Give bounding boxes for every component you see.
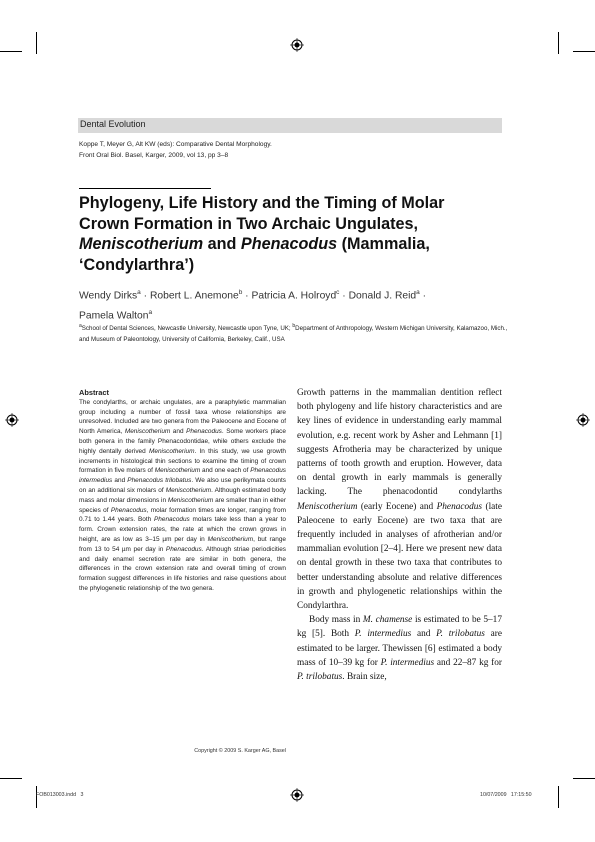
crop-mark	[573, 51, 595, 52]
abstract-run: molars take less than a year to form. Crown extension rates, the rate at which the crown grows in height, are as low as 3–15 µm per day in	[79, 516, 286, 543]
title-genus: Meniscotherium	[79, 235, 204, 253]
crop-mark	[558, 32, 559, 54]
author-name: Wendy Dirks	[79, 290, 138, 302]
body-italic: P. intermedius	[380, 657, 435, 668]
author-name: Pamela Walton	[79, 310, 149, 322]
title-line: ‘Condylarthra’)	[79, 255, 195, 274]
abstract-run: . In this study, we use growth increments in histological thin sections to examine the timing of crown formation in five molars of	[79, 447, 286, 475]
body-paragraph	[297, 613, 502, 684]
abstract	[79, 388, 286, 594]
abstract-run: and one each of	[200, 467, 251, 475]
crop-mark	[558, 786, 559, 808]
body-run: (late Paleocene to early Eocene) are two taxa that are frequently included in analyses of afrotherian and/or mammalian evolution [2–4]. Here we present new data on dental growth in these two taxa that contributes to better understanding absolute and relative differences in growth and phylogenetic relationships within the Condylarthra.	[297, 501, 502, 612]
title-line	[79, 234, 509, 255]
affiliation-mark: a	[79, 323, 82, 329]
abstract-run: , but range from 13 to 54 µm per day in	[79, 535, 286, 553]
footer-timestamp: 10/07/2009 17:15:50	[480, 792, 532, 798]
body-text	[297, 386, 502, 684]
body-run: Growth patterns in the mammalian dentition reflect both phylogeny and life history characteristics and are key lines of evidence in understanding early mammal evolution, e.g. recent work by Asher and Lehmann [1] suggests Afrotheria may be characterized by unique patterns of tooth growth and eruption. However, data on dental growth in early mammals is generally lacking. The phenacodontid condylarths	[297, 388, 502, 498]
title-genus: Phenacodus	[240, 235, 338, 253]
copyright-notice: Copyright © 2009 S. Karger AG, Basel	[194, 748, 286, 754]
title-rule	[79, 188, 211, 189]
abstract-run: The condylarths, or archaic ungulates, are a paraphyletic mammalian group including a number of fossil taxa whose relationships are unresolved. Included are two genera from the Paleocene and Eocene of North America,	[79, 398, 286, 436]
affiliation-mark: b	[292, 323, 296, 329]
abstract-italic: Phenacodus	[165, 545, 202, 553]
registration-mark-icon	[290, 788, 304, 802]
abstract-run: and	[170, 428, 187, 436]
abstract-run: are smaller than in either species of	[79, 496, 286, 514]
citation	[79, 139, 509, 161]
crop-mark	[0, 51, 22, 52]
affiliation-text: School of Dental Sciences, Newcastle University, Newcastle upon Tyne, UK;	[81, 325, 293, 333]
body-italic: Phenacodus	[436, 501, 483, 512]
registration-mark-icon	[5, 413, 19, 427]
title-line: Crown Formation in Two Archaic Ungulates,	[79, 214, 419, 233]
citation-line: Koppe T, Meyer G, Alt KW (eds): Comparative Dental Morphology.	[79, 141, 272, 148]
body-run: . Brain size,	[342, 672, 387, 683]
abstract-heading: Abstract	[79, 388, 109, 397]
registration-mark-icon	[290, 38, 304, 52]
citation-line: Front Oral Biol. Basel, Karger, 2009, vol 13, pp 3–8	[79, 152, 229, 159]
body-italic: Meniscotherium	[297, 501, 358, 512]
body-run: Body mass in	[309, 615, 363, 626]
body-run: and	[411, 629, 437, 640]
title-text: (Mammalia,	[337, 235, 430, 253]
body-paragraph	[297, 386, 502, 613]
title-text: and	[203, 235, 241, 253]
crop-mark	[0, 778, 22, 779]
article-title	[79, 193, 509, 275]
abstract-italic: Meniscotherium	[154, 467, 201, 475]
registration-mark-icon	[576, 413, 590, 427]
abstract-run: . Although striae periodicities and daily enamel secretion rate are similar in both genera, the differences in the crown extension rate and overall timing of crown formation suggest differences in life histories and raise questions about the phylogenetic relationship of the two genera.	[79, 545, 286, 592]
abstract-italic: Meniscotherium	[167, 496, 214, 504]
author-name: Donald J. Reid	[348, 290, 417, 302]
abstract-italic: Meniscotherium	[124, 428, 171, 436]
author-affiliation-mark: a	[137, 289, 141, 296]
body-run: and 22–87 kg for	[434, 657, 502, 668]
abstract-italic: Phenacodus	[186, 428, 222, 436]
abstract-run: . Although estimated body mass and molar dimensions in	[79, 486, 286, 504]
body-italic: M. chamense	[362, 615, 413, 626]
abstract-italic: Phenacodus trilobatus	[127, 477, 192, 485]
body-run: are estimated to be larger. Thewissen [6] estimated a body mass of 10–39 kg for	[297, 629, 502, 668]
footer-file-info: FOB013003.indd 3	[36, 792, 84, 798]
body-italic: P. intermedius	[354, 629, 412, 640]
abstract-run: . Some workers place both genera in the family Phenacodontidae, while others exclude the highly dentally derived	[79, 428, 286, 455]
author-name: Patricia A. Holroyd	[251, 290, 337, 302]
abstract-italic: Phenacodus intermedius	[79, 467, 286, 485]
author-list: Wendy Dirks$^a$ · Robert L. Anemone$^b$ · Patricia A. Holroyd$^c$ · Donald J. Reid$^a$ · Pamela Walton$^a$	[79, 289, 427, 322]
author-affiliation-mark: a	[148, 308, 153, 316]
crop-mark	[573, 778, 595, 779]
abstract-run: and	[112, 477, 128, 485]
author-name: Robert L. Anemone	[149, 290, 239, 302]
author-affiliation-mark: a	[416, 289, 420, 296]
crop-mark	[36, 32, 37, 54]
abstract-text	[79, 399, 286, 592]
abstract-run: . We also use perikymata counts on an additional six molars of	[79, 477, 286, 494]
abstract-italic: Meniscotherium	[165, 486, 212, 494]
body-italic: P. trilobatus	[297, 672, 343, 683]
affiliations	[79, 321, 509, 345]
abstract-italic: Meniscotherium	[207, 535, 254, 543]
running-head: Dental Evolution	[80, 119, 146, 129]
abstract-italic: Phenacodus	[110, 506, 147, 514]
affiliation-text: Department of Anthropology, Western Michigan University, Kalamazoo, Mich., and Museum of Paleontology, University of California, Berkeley, Calif., USA	[79, 325, 508, 344]
title-line: Phylogeny, Life History and the Timing of Molar	[79, 194, 445, 212]
abstract-run: , molar formation times are longer, ranging from 0.71 to 1.44 years. Both	[79, 506, 286, 524]
body-run: is estimated to be 5–17 kg [5]. Both	[297, 615, 502, 640]
running-head-band	[78, 118, 502, 133]
author-affiliation-mark: c	[336, 289, 340, 296]
body-italic: P. trilobatus	[436, 629, 485, 640]
author-affiliation-mark: b	[238, 289, 243, 296]
body-run: (early Eocene) and	[357, 501, 437, 512]
abstract-italic: Meniscotherium	[149, 447, 195, 455]
abstract-italic: Phenacodus	[153, 516, 190, 524]
